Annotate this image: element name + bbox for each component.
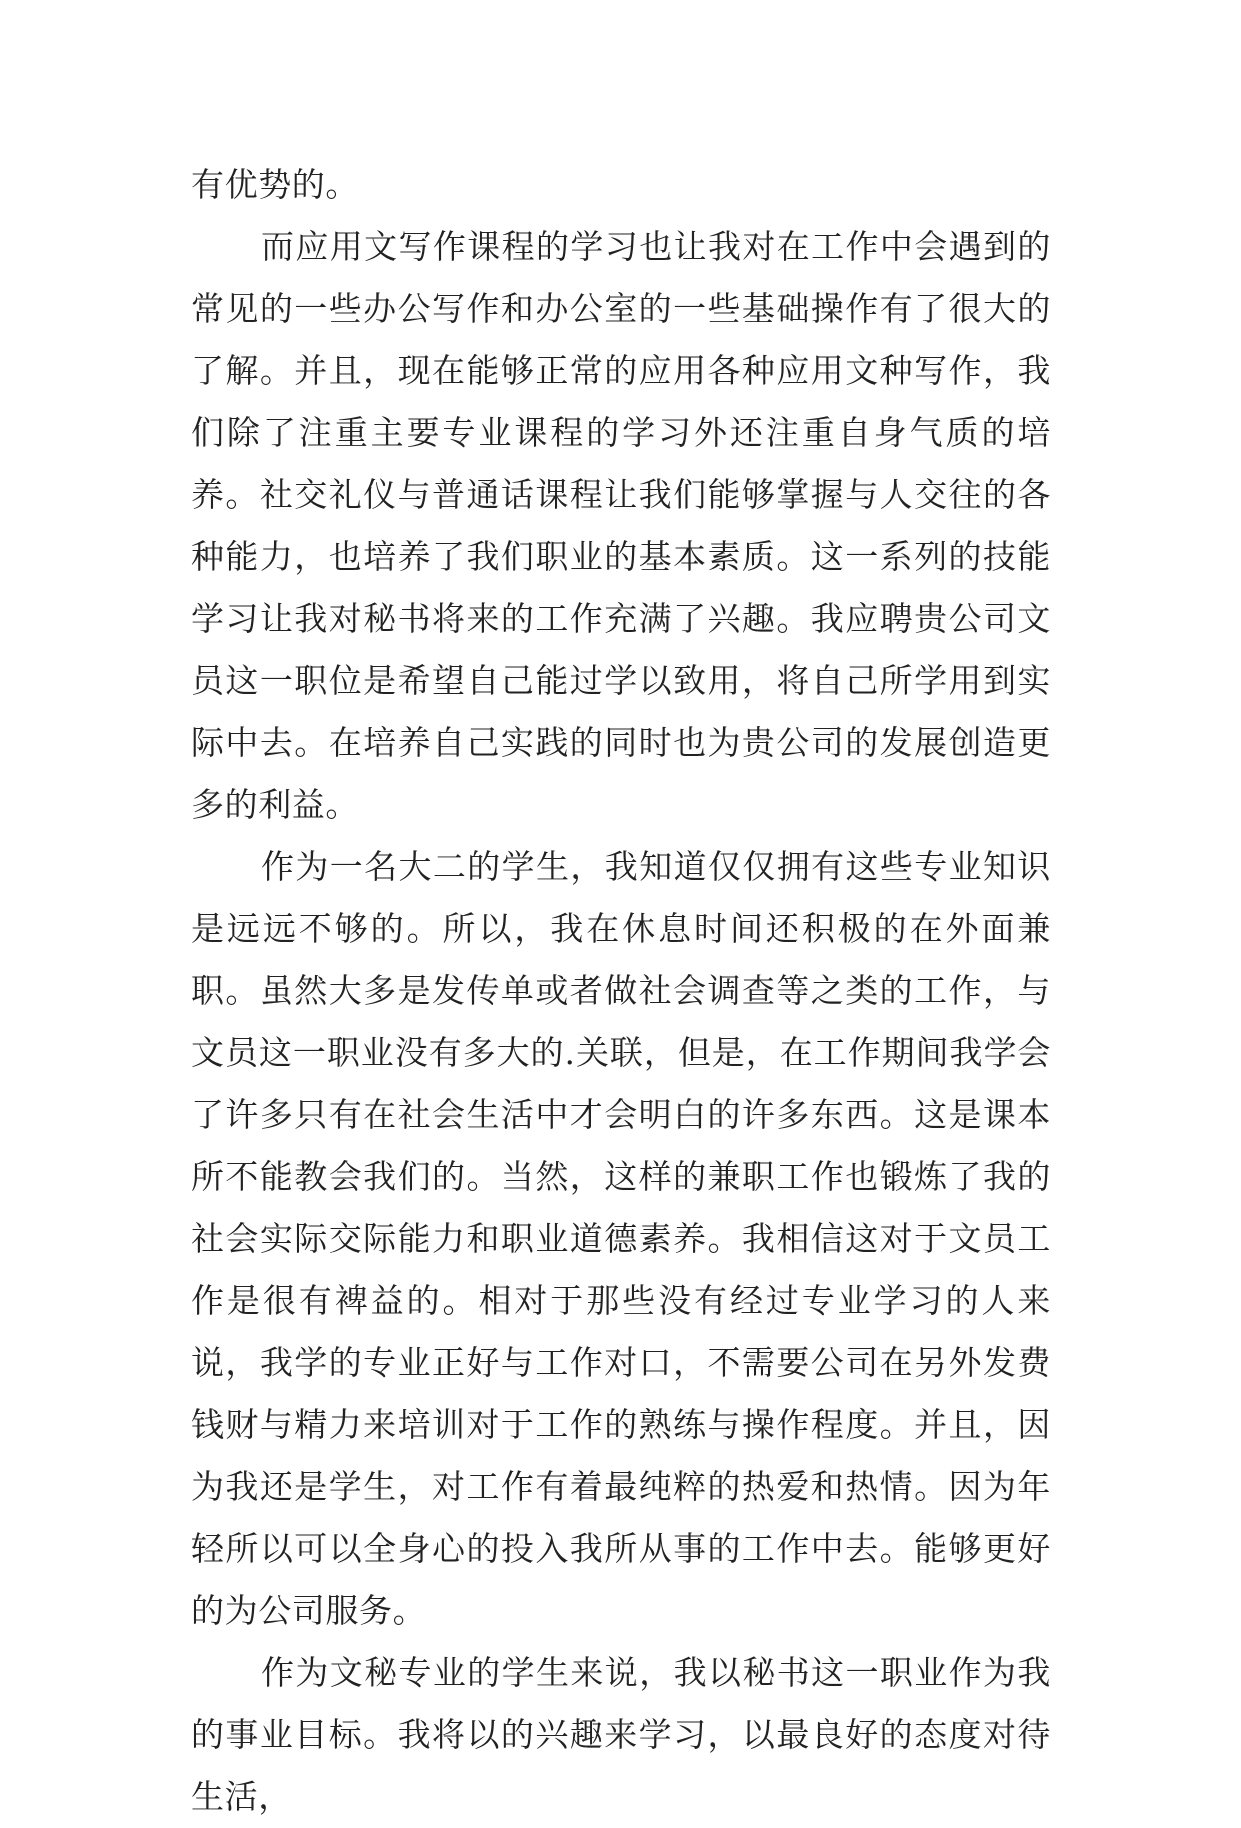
paragraph-career-goal: 作为文秘专业的学生来说，我以秘书这一职业作为我的事业目标。我将以的兴趣来学习，以最良好的态度对待生活， [191, 1653, 1051, 1816]
paragraph-continuation: 有优势的。 [191, 165, 359, 204]
paragraph-part-time-work: 作为一名大二的学生，我知道仅仅拥有这些专业知识是远远不够的。所以，我在休息时间还积极的在外面兼职。虽然大多是发传单或者做社会调查等之类的工作，与文员这一职业没有多大的.关联，但是，在工作期间我学会了许多只有在社会生活中才会明白的许多东西。这是课本所不能教会我们的。当然，这样的兼职工作也锻炼了我的社会实际交际能力和职业道德素养。我相信这对于文员工作是很有裨益的。相对于那些没有经过专业学习的人来说，我学的专业正好与工作对口，不需要公司在另外发费钱财与精力来培训对于工作的熟练与操作程度。并且，因为我还是学生，对工作有着最纯粹的热爱和热情。因为年轻所以可以全身心的投入我所从事的工作中去。能够更好的为公司服务。 [191, 847, 1051, 1630]
document-body [191, 154, 1051, 1828]
paragraph-applied-writing: 而应用文写作课程的学习也让我对在工作中会遇到的常见的一些办公写作和办公室的一些基础操作有了很大的了解。并且，现在能够正常的应用各种应用文种写作，我们除了注重主要专业课程的学习外还注重自身气质的培养。社交礼仪与普通话课程让我们能够掌握与人交往的各种能力，也培养了我们职业的基本素质。这一系列的技能学习让我对秘书将来的工作充满了兴趣。我应聘贵公司文员这一职位是希望自己能过学以致用，将自己所学用到实际中去。在培养自己实践的同时也为贵公司的发展创造更多的利益。 [191, 227, 1051, 824]
